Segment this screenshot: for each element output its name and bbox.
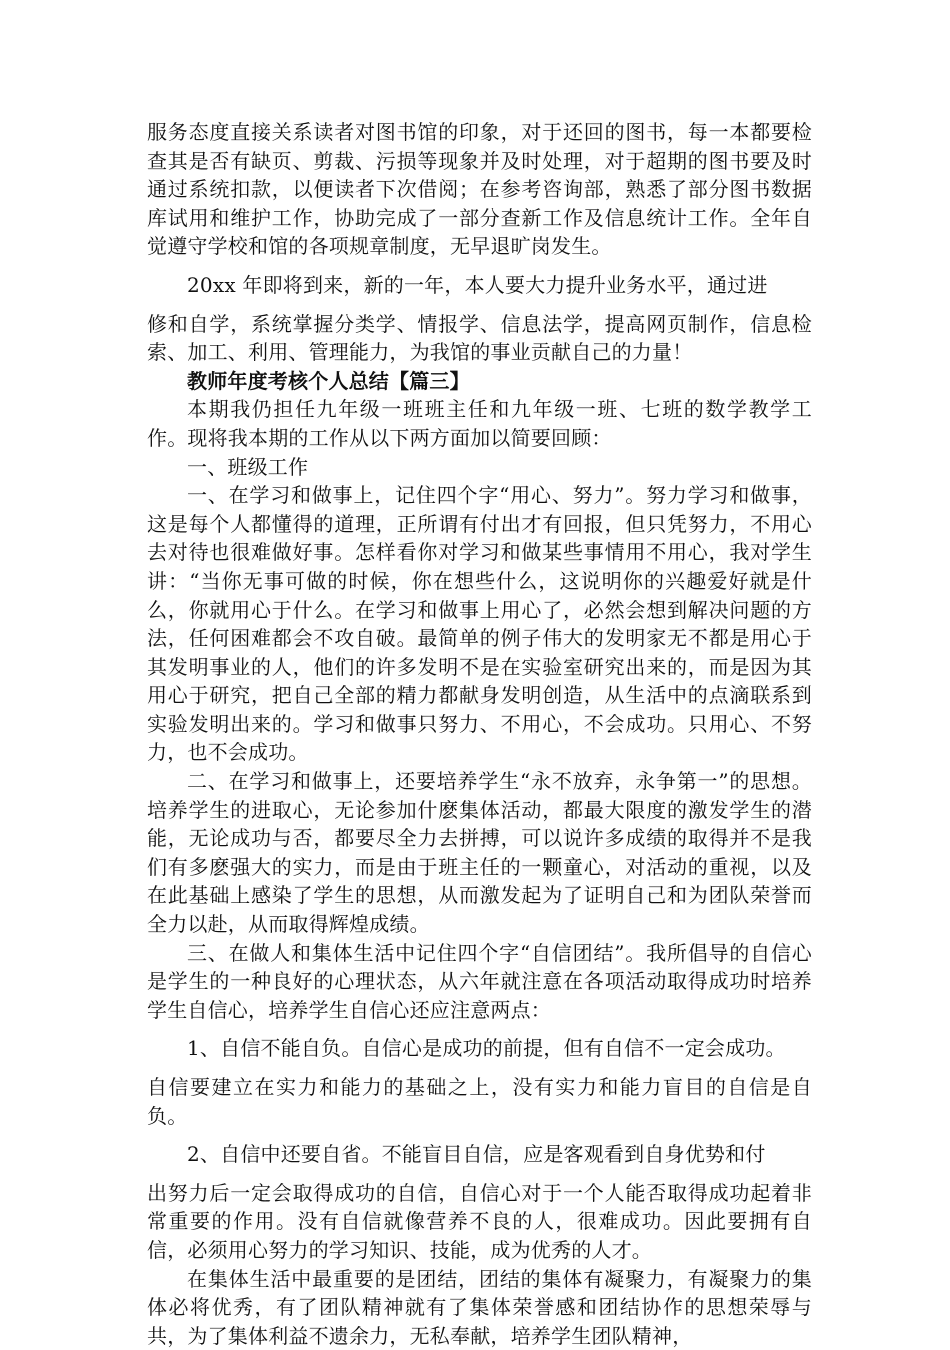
- paragraph-confidence-two-continued: 出努力后一定会取得成功的自信，自信心对于一个人能否取得成功起着非常重要的作用。没有自信就像营养不良的人，很难成功。因此要拥有自信，必须用心努力的学习知识、技能，成为优秀的人才。: [147, 1180, 812, 1262]
- document-body: [147, 118, 812, 1350]
- paragraph-teamwork: 在集体生活中最重要的是团结，团结的集体有凝聚力，有凝聚力的集体必将优秀，有了团队精神就有了集体荣誉感和团结协作的思想荣辱与共，为了集体利益不遗余力，无私奉献，培养学生团队精神，: [147, 1266, 812, 1348]
- paragraph-confidence-one-start: 1、自信不能自负。自信心是成功的前提，但有自信不一定会成功。: [187, 1036, 786, 1061]
- paragraph-new-year-plan-start: 20xx 年即将到来，新的一年，本人要大力提升业务水平，通过进: [187, 272, 768, 297]
- section-title: 教师年度考核个人总结【篇三】: [187, 368, 470, 393]
- paragraph-library-service: 服务态度直接关系读者对图书馆的印象，对于还回的图书，每一本都要检查其是否有缺页、剪裁、污损等现象并及时处理，对于超期的图书要及时通过系统扣款，以便读者下次借阅；在参考咨询部，熟悉了部分图书数据库试用和维护工作，协助完成了一部分查新工作及信息统计工作。全年自觉遵守学校和馆的各项规章制度，无早退旷岗发生。: [147, 120, 812, 259]
- paragraph-point-two: 二、在学习和做事上，还要培养学生“永不放弃，永争第一”的思想。培养学生的进取心，无论参加什麽集体活动，都最大限度的激发学生的潜能，无论成功与否，都要尽全力去拼搏，可以说许多成绩的取得并不是我们有多麽强大的实力，而是由于班主任的一颗童心，对活动的重视，以及在此基础上感染了学生的思想，从而激发起为了证明自己和为团队荣誉而全力以赴，从而取得辉煌成绩。: [147, 769, 812, 937]
- paragraph-confidence-one-continued: 自信要建立在实力和能力的基础之上，没有实力和能力盲目的自信是自负。: [147, 1075, 812, 1128]
- paragraph-point-one: 一、在学习和做事上，记住四个字“用心、努力”。努力学习和做事，这是每个人都懂得的道理，正所谓有付出才有回报，但只凭努力，不用心去对待也很难做好事。怎样看你对学习和做某些事情用不用心，我对学生讲：“当你无事可做的时候，你在想些什么，这说明你的兴趣爱好就是什么，你就用心于什么。在学习和做事上用心了，必然会想到解决问题的方法，任何困难都会不攻自破。最简单的例子伟大的发明家无不都是用心于其发明事业的人，他们的许多发明不是在实验室研究出来的，而是因为其用心于研究，把自己全部的精力都献身发明创造，从生活中的点滴联系到实验发明出来的。学习和做事只努力、不用心，不会成功。只用心、不努力，也不会成功。: [147, 483, 812, 765]
- paragraph-new-year-plan-continued: 修和自学，系统掌握分类学、情报学、信息法学，提高网页制作，信息检索、加工、利用、管理能力，为我馆的事业贡献自己的力量！: [147, 311, 812, 365]
- paragraph-introduction: 本期我仍担任九年级一班班主任和九年级一班、七班的数学教学工作。现将我本期的工作从以下两方面加以简要回顾：: [147, 397, 812, 450]
- heading-class-work: 一、班级工作: [187, 454, 309, 479]
- paragraph-point-three: 三、在做人和集体生活中记住四个字“自信团结”。我所倡导的自信心是学生的一种良好的心理状态，从六年就注意在各项活动取得成功时培养学生自信心，培养学生自信心还应注意两点：: [147, 940, 812, 1022]
- paragraph-confidence-two-start: 2、自信中还要自省。不能盲目自信，应是客观看到自身优势和付: [187, 1142, 766, 1167]
